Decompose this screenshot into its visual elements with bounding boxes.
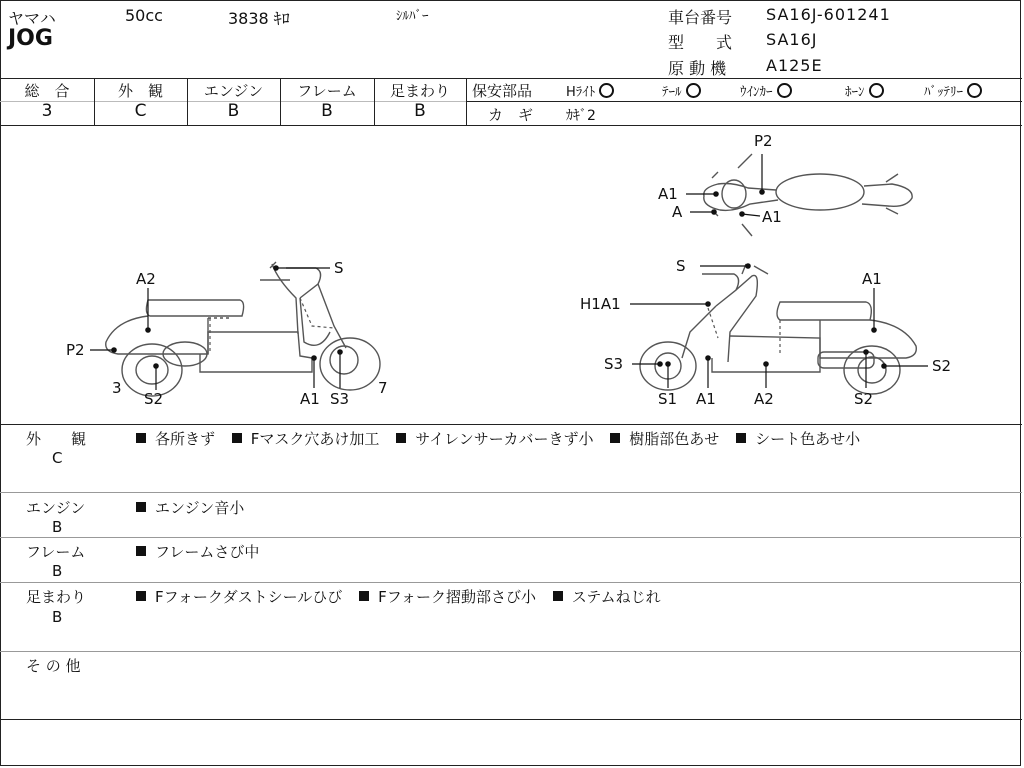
section-exterior-items: 各所きず Fマスク穴あけ加工 サイレンサーカバーきず小 樹脂部色あせ シート色あせ小 — [136, 428, 872, 449]
safety-item-winker: ｳｲﾝｶｰ — [740, 81, 792, 100]
type-value: SA16J — [766, 30, 818, 49]
color: ｼﾙﾊﾞｰ — [396, 9, 429, 24]
engine-value: A125E — [766, 56, 823, 75]
divider — [0, 424, 1022, 425]
key-label: カ ギ — [488, 106, 534, 124]
ok-circle-icon — [686, 83, 701, 98]
ok-circle-icon — [869, 83, 884, 98]
label-left-a1: A1 — [300, 390, 320, 408]
divider — [0, 719, 1022, 720]
grade-frame-value: B — [321, 101, 333, 121]
label-top-p2: P2 — [754, 132, 773, 150]
label-left-3: 3 — [112, 379, 122, 397]
top-view-drawing — [704, 154, 912, 236]
section-engine-label: エンジン — [26, 499, 86, 517]
key-value: ｶｷﾞ2 — [566, 108, 596, 124]
label-right-s3: S3 — [604, 355, 624, 373]
grade-engine-value: B — [227, 101, 240, 121]
type-label: 型 式 — [668, 33, 733, 52]
section-frame-label: フレーム — [26, 543, 86, 561]
frame-no: SA16J-601241 — [766, 5, 891, 24]
label-right-s2b: S2 — [932, 357, 952, 375]
label-left-a2: A2 — [136, 270, 156, 288]
safety-item-tail: ﾃｰﾙ — [662, 81, 701, 100]
section-suspension-items: Fフォークダストシールひび Fフォーク摺動部さび小 ステムねじれ — [136, 586, 673, 607]
divider — [0, 537, 1022, 538]
safety-item-horn: ﾎｰﾝ — [845, 81, 884, 100]
label-right-s: S — [676, 257, 686, 275]
ok-circle-icon — [967, 83, 982, 98]
label-right-s2a: S2 — [854, 390, 874, 408]
label-left-p2: P2 — [66, 341, 85, 359]
mileage: 3838 ｷﾛ — [228, 9, 290, 28]
grade-total-value: 3 — [41, 101, 53, 121]
section-other-label: そ の 他 — [26, 657, 81, 675]
label-top-a1: A1 — [658, 185, 678, 203]
bullet-square-icon — [553, 591, 563, 601]
divider — [466, 101, 1022, 102]
label-right-a1: A1 — [862, 270, 882, 288]
label-left-s3: S3 — [330, 390, 350, 408]
grade-exterior-value: C — [134, 101, 147, 121]
section-suspension-label: 足まわり — [26, 588, 87, 606]
divider — [0, 582, 1022, 583]
section-exterior-grade: C — [52, 449, 63, 467]
section-engine-items: エンジン音小 — [136, 497, 256, 518]
label-right-h1a1: H1A1 — [580, 295, 621, 313]
label-top-a: A — [672, 203, 683, 221]
divider — [0, 78, 1022, 79]
label-left-7: 7 — [378, 379, 388, 397]
model-name: JOG — [8, 26, 53, 51]
label-right-a1b: A1 — [696, 390, 716, 408]
displacement: 50cc — [125, 6, 163, 25]
bullet-square-icon — [136, 591, 146, 601]
ok-circle-icon — [777, 83, 792, 98]
divider — [0, 651, 1022, 652]
bullet-square-icon — [396, 433, 406, 443]
grade-suspension-label: 足まわり — [389, 82, 450, 100]
bullet-square-icon — [136, 546, 146, 556]
scooter-diagram — [0, 126, 1022, 424]
safety-label: 保安部品 — [472, 82, 533, 100]
frame-no-label: 車台番号 — [668, 8, 733, 27]
label-left-s2: S2 — [144, 390, 164, 408]
label-right-a2: A2 — [754, 390, 774, 408]
grade-frame-label: フレーム — [297, 82, 357, 100]
safety-item-headlight: Hﾗｲﾄ — [566, 81, 614, 100]
bullet-square-icon — [136, 433, 146, 443]
section-exterior-label: 外 観 — [26, 430, 87, 448]
grade-exterior-label: 外 観 — [117, 82, 163, 100]
engine-label: 原 動 機 — [668, 59, 727, 78]
maker: ヤマハ — [8, 9, 56, 28]
divider — [0, 492, 1022, 493]
section-frame-items: フレームさび中 — [136, 541, 271, 562]
bullet-square-icon — [610, 433, 620, 443]
section-frame-grade: B — [52, 562, 63, 580]
ok-circle-icon — [599, 83, 614, 98]
section-engine-grade: B — [52, 518, 63, 536]
bullet-square-icon — [136, 502, 146, 512]
safety-item-battery: ﾊﾞｯﾃﾘｰ — [924, 81, 982, 100]
bullet-square-icon — [736, 433, 746, 443]
label-top-a1b: A1 — [762, 208, 782, 226]
label-left-s: S — [334, 259, 344, 277]
bullet-square-icon — [232, 433, 242, 443]
label-right-s1: S1 — [658, 390, 678, 408]
grade-suspension-value: B — [414, 101, 426, 121]
section-suspension-grade: B — [52, 608, 63, 626]
grade-engine-label: エンジン — [203, 82, 264, 100]
bullet-square-icon — [359, 591, 369, 601]
grade-total-label: 総 合 — [24, 82, 70, 100]
